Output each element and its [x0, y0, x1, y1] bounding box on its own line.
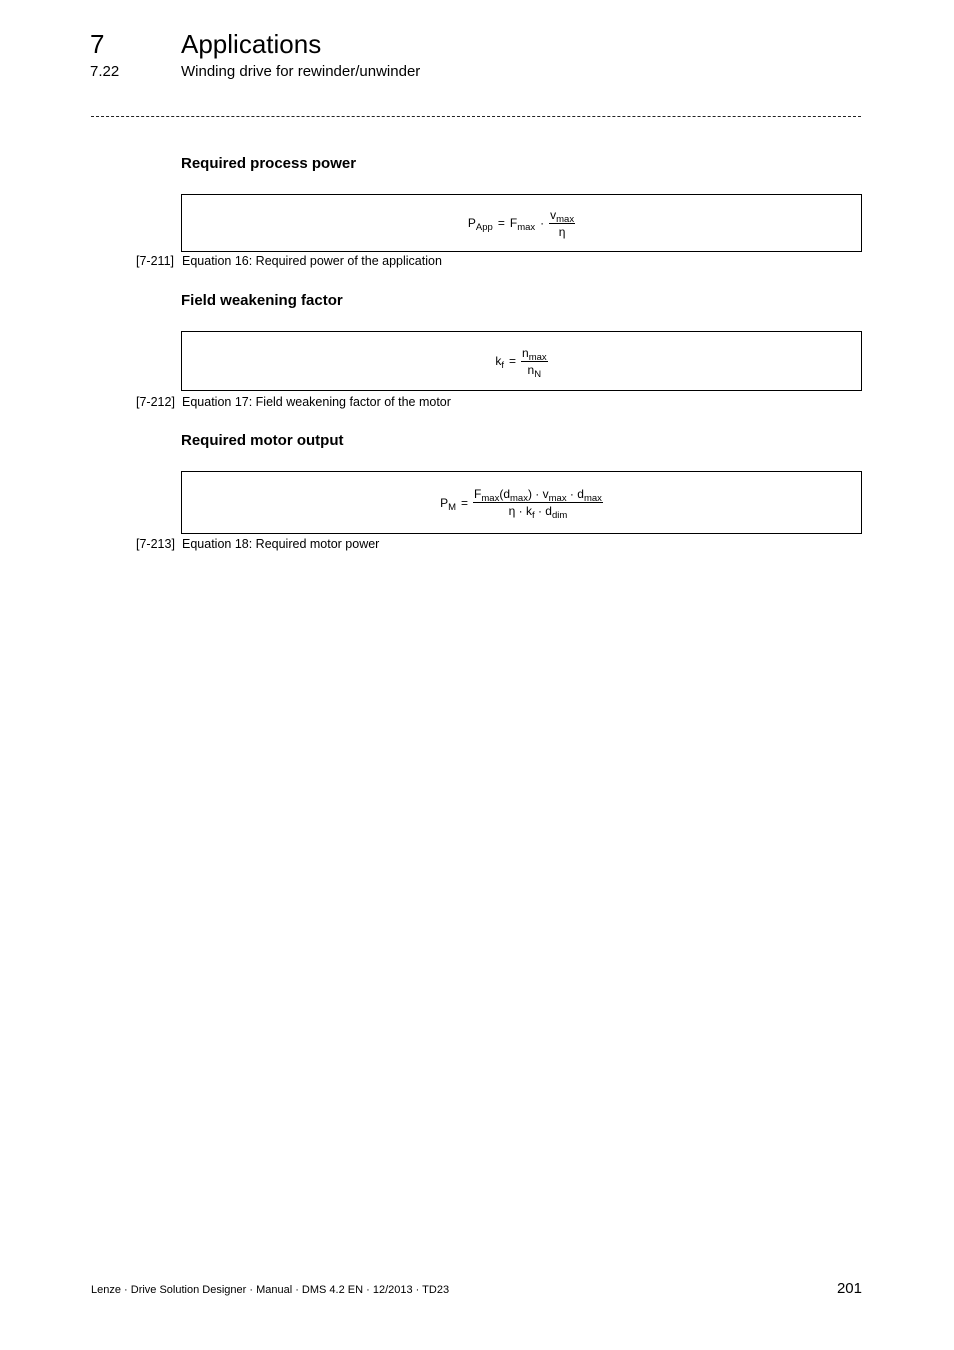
- equation-field-weakening: $k_f$ = $\frac{n_{max}}{n_N}$: [495, 345, 547, 380]
- chapter-title: Applications: [181, 29, 322, 59]
- caption-ref: [7-213]: [136, 537, 175, 551]
- heading-field-weakening-factor: Field weakening factor: [181, 292, 343, 309]
- caption-text: Equation 17: Field weakening factor of the motor: [182, 395, 451, 409]
- section-number: 7.22: [90, 63, 120, 80]
- chapter-number: 7: [90, 29, 105, 59]
- footer-text: Lenze · Drive Solution Designer · Manual · DMS 4.2 EN · 12/2013 · TD23: [91, 1284, 450, 1296]
- equation-box-motor-output: [181, 471, 862, 534]
- equation-box-process-power: [181, 194, 862, 252]
- equation-box-field-weakening: [181, 331, 862, 391]
- heading-required-process-power: Required process power: [181, 155, 357, 172]
- caption-text: Equation 18: Required motor power: [182, 537, 380, 551]
- equation-process-power: $P_{App}$ = $F_{max}$ · $\frac{v_{max}}{\eta}$: [467, 207, 575, 239]
- section-title: Winding drive for rewinder/unwinder: [181, 63, 421, 80]
- header-divider: [91, 116, 861, 117]
- caption-ref: [7-211]: [136, 254, 174, 268]
- caption-text: Equation 16: Required power of the application: [182, 254, 442, 268]
- heading-required-motor-output: Required motor output: [181, 432, 344, 449]
- equation-motor-output: $P_M$ = $\frac{F_{max}(d_{max}) \cdot v_{max} \cdot d_{max}}{\eta \cdot k_f \cdot d_{dim}}$: [440, 487, 602, 521]
- page-number: 201: [836, 1280, 862, 1297]
- caption-ref: [7-212]: [136, 395, 175, 409]
